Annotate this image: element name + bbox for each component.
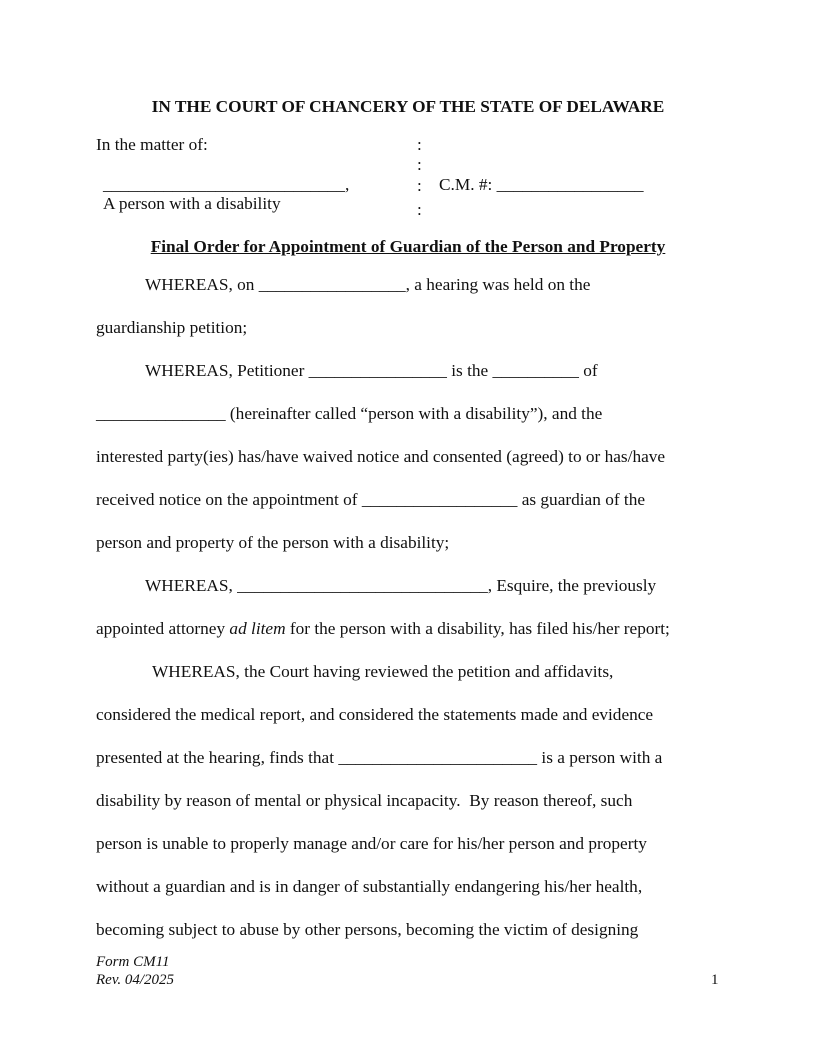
body-line: WHEREAS, _____________________________, Esquire, the previously — [145, 576, 657, 595]
body-line: without a guardian and is in danger of substantially endangering his/her health, — [96, 877, 643, 896]
body-line: WHEREAS, the Court having reviewed the petition and affidavits, — [152, 662, 614, 681]
body-line: person is unable to properly manage and/or care for his/her person and property — [96, 834, 647, 853]
body-line: received notice on the appointment of __________________ as guardian of the — [96, 490, 646, 509]
body-line — [96, 619, 670, 639]
case-number-field[interactable]: C.M. #: _________________ — [439, 175, 644, 194]
body-line: presented at the hearing, finds that _______________________ is a person with a — [96, 748, 663, 767]
body-line: WHEREAS, Petitioner ________________ is the __________ of — [145, 361, 598, 380]
form-number: Form CM11 — [96, 954, 170, 970]
separator-colon: : — [417, 135, 422, 154]
body-line: interested party(ies) has/have waived notice and consented (agreed) to or has/have — [96, 447, 666, 466]
matter-label: In the matter of: — [96, 135, 208, 154]
body-line: _______________ (hereinafter called “person with a disability”), and the — [96, 404, 603, 423]
ad-litem-text: ad litem — [229, 619, 286, 638]
body-text: for the person with a disability, has filed his/her report; — [285, 619, 670, 638]
person-label: A person with a disability — [103, 194, 281, 213]
person-name-field[interactable]: ____________________________, — [103, 175, 350, 194]
revision-date: Rev. 04/2025 — [96, 972, 175, 988]
body-line: person and property of the person with a disability; — [96, 533, 450, 552]
body-text: appointed attorney — [96, 619, 230, 638]
body-line: guardianship petition; — [96, 318, 248, 337]
body-line: considered the medical report, and considered the statements made and evidence — [96, 705, 654, 724]
order-title: Final Order for Appointment of Guardian of the Person and Property — [150, 237, 666, 256]
body-line: disability by reason of mental or physical incapacity. By reason thereof, such — [96, 791, 633, 810]
body-line: becoming subject to abuse by other persons, becoming the victim of designing — [96, 920, 639, 939]
separator-colon: : — [417, 200, 422, 219]
body-line: WHEREAS, on _________________, a hearing was held on the — [145, 275, 591, 294]
court-heading: IN THE COURT OF CHANCERY OF THE STATE OF DELAWARE — [151, 97, 665, 116]
separator-colon: : — [417, 155, 422, 174]
separator-colon: : — [417, 176, 422, 195]
page-number: 1 — [711, 972, 719, 988]
